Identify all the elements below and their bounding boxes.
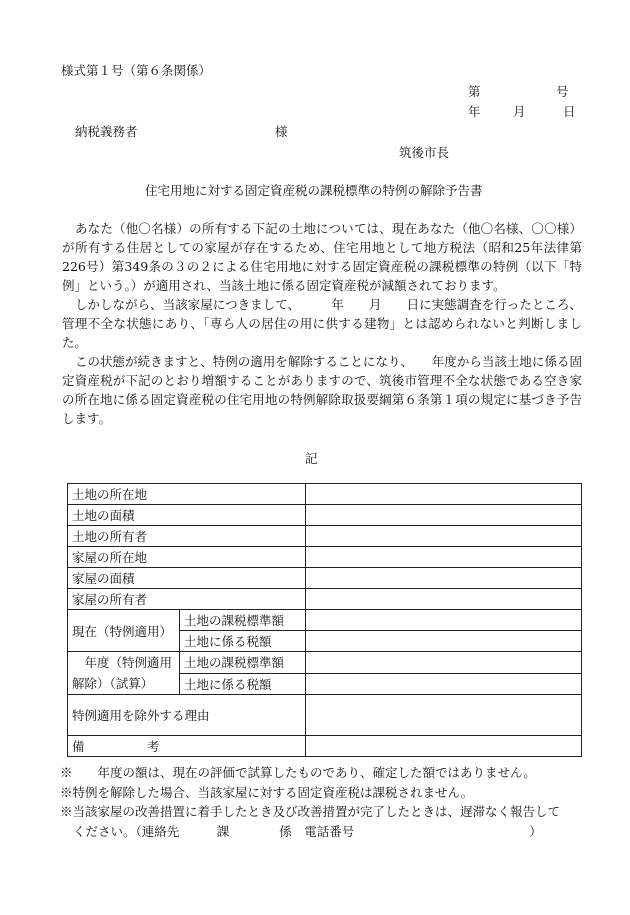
row-label-land-owner: 土地の所有者	[68, 526, 306, 547]
row-label-land-location: 土地の所在地	[68, 484, 306, 505]
row-label-house-owner: 家屋の所有者	[68, 589, 306, 610]
row-label-reason: 特例適用を除外する理由	[68, 695, 306, 736]
note-3-line-1: ※当該家屋の改善措置に着手したとき及び改善措置が完了したときは、遅滞なく報告して	[60, 804, 561, 819]
value-cell	[306, 505, 582, 526]
issuer: 筑後市長	[399, 145, 450, 160]
taxpayer-label: 納税義務者	[75, 124, 138, 139]
note-1: ※ 年度の額は、現在の評価で試算したものであり、確定した額ではありません。	[60, 765, 536, 780]
note-2: ※特例を解除した場合、当該家屋に対する固定資産税は課税されません。	[60, 784, 474, 800]
table-row	[68, 610, 582, 631]
row-label-tax-amount: 土地に係る税額	[180, 673, 306, 695]
table-row	[68, 547, 582, 568]
value-cell	[306, 610, 582, 631]
row-label-current: 現在（特例適用）	[68, 610, 180, 652]
date-day: 日	[563, 104, 576, 119]
note-3-line-2: ください。（連絡先 課 係 電話番号 ）	[73, 823, 542, 839]
value-cell	[306, 652, 582, 674]
value-cell	[306, 695, 582, 736]
row-label-tax-base: 土地の課税標準額	[180, 652, 306, 674]
table-row	[68, 652, 582, 674]
body-text	[62, 219, 582, 428]
value-cell	[306, 589, 582, 610]
row-label-future: 年度（特例適用解除）（試算）	[68, 652, 180, 695]
row-label-house-area: 家屋の面積	[68, 568, 306, 589]
ki-heading: 記	[305, 451, 318, 466]
table-row	[68, 695, 582, 736]
value-cell	[306, 568, 582, 589]
row-label-house-location: 家屋の所在地	[68, 547, 306, 568]
date-month: 月	[513, 104, 526, 119]
row-label-remarks: 備 考	[68, 736, 306, 757]
notes	[60, 763, 585, 841]
table-row	[68, 589, 582, 610]
table-row	[68, 484, 582, 505]
table-row	[68, 736, 582, 757]
table-row	[68, 526, 582, 547]
row-label-tax-base: 土地の課税標準額	[180, 610, 306, 631]
taxpayer-honorific: 様	[275, 124, 288, 139]
value-cell	[306, 547, 582, 568]
document-number-prefix: 第	[468, 84, 481, 99]
form-number: 様式第１号（第６条関係）	[61, 63, 212, 78]
body-paragraph-3: この状態が続きますと、特例の適用を解除することになり、 年度から当該土地に係る固定資産税が下記のとおり増額することがありますので、筑後市管理不全な状態である空き家の所在地に係る固定資産税の住宅用地の特例解除取扱要綱第６条第１項の規定に基づき予告します。	[62, 354, 582, 426]
row-label-tax-amount: 土地に係る税額	[180, 631, 306, 652]
body-paragraph-1: あなた（他〇名様）の所有する下記の土地については、現在あなた（他〇名様、〇〇様）が所有する住居としての家屋が存在するため、住宅用地として地方税法（昭和25年法律第226号）第349条の３の２による住宅用地に対する固定資産税の課税標準の特例（以下「特例」という。）が適用され、当該土地に係る固定資産税が減額されております。	[62, 221, 582, 293]
table-row	[68, 505, 582, 526]
document-number-suffix: 号	[556, 84, 569, 99]
value-cell	[306, 484, 582, 505]
value-cell	[306, 526, 582, 547]
row-label-land-area: 土地の面積	[68, 505, 306, 526]
document-title: 住宅用地に対する固定資産税の課税標準の特例の解除予告書	[145, 183, 483, 198]
value-cell	[306, 673, 582, 695]
date-year: 年	[468, 104, 481, 119]
value-cell	[306, 736, 582, 757]
body-paragraph-2: しかしながら、当該家屋につきまして、 年 月 日に実態調査を行ったところ、管理不全な状態にあり、「専ら人の居住の用に供する建物」とは認められないと判断しました。	[62, 297, 582, 350]
detail-table	[67, 483, 582, 757]
value-cell	[306, 631, 582, 652]
table-row	[68, 568, 582, 589]
